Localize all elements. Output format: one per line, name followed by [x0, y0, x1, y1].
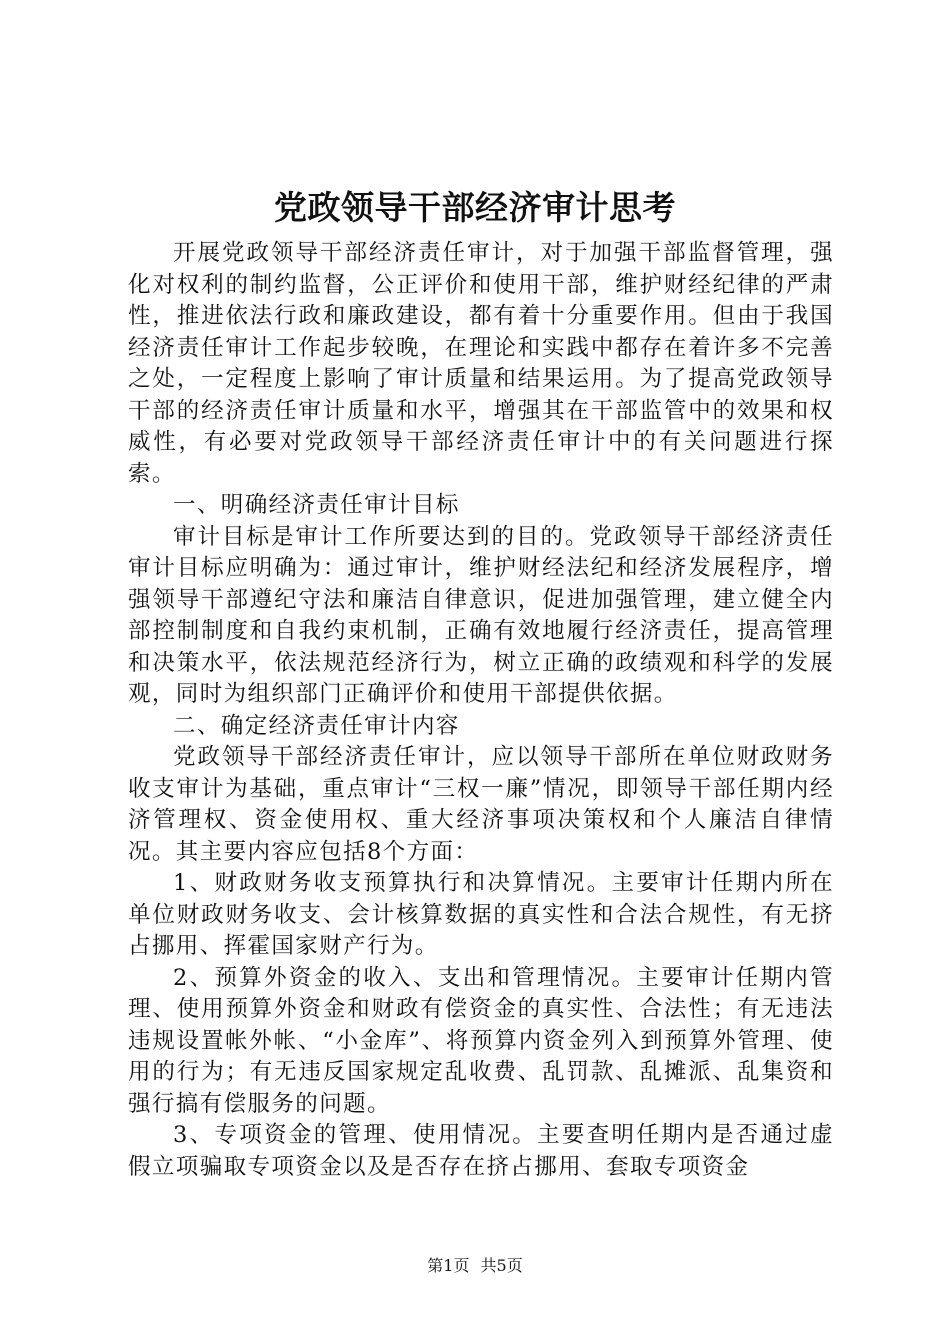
page-total: 共5页	[480, 1256, 523, 1275]
list-item-1: 1、财政财务收支预算执行和决算情况。主要审计任期内所在单位财政财务收支、会计核算数据的真实性和合法合规性，有无挤占挪用、挥霍国家财产行为。	[128, 870, 834, 959]
paragraph-audit-goal: 审计目标是审计工作所要达到的目的。党政领导干部经济责任审计目标应明确为：通过审计，维护财经法纪和经济发展程序，增强领导干部遵纪守法和廉洁自律意识，促进加强管理，建立健全内部控制制度和自我约束机制，正确有效地履行经济责任，提高管理和决策水平，依法规范经济行为，树立正确的政绩观和科学的发展观，同时为组织部门正确评价和使用干部提供依据。	[128, 523, 834, 707]
list-item-3: 3、专项资金的管理、使用情况。主要查明任期内是否通过虚假立项骗取专项资金以及是否存在挤占挪用、套取专项资金	[128, 1122, 834, 1180]
document-title: 党政领导干部经济审计思考	[274, 188, 676, 227]
section-heading-2: 二、确定经济责任审计内容	[173, 712, 460, 739]
page-number: 第1页	[427, 1256, 470, 1275]
list-item-2: 2、预算外资金的收入、支出和管理情况。主要审计任期内管理、使用预算外资金和财政有偿资金的真实性、合法性；有无违法违规设置帐外帐、“小金库”、将预算内资金列入到预算外管理、使用的行为；有无违反国家规定乱收费、乱罚款、乱摊派、乱集资和强行搞有偿服务的问题。	[128, 964, 834, 1117]
paragraph-intro: 开展党政领导干部经济责任审计，对于加强干部监督管理，强化对权利的制约监督，公正评价和使用干部，维护财经纪律的严肃性，推进依法行政和廉政建设，都有着十分重要作用。但由于我国经济责任审计工作起步较晚，在理论和实践中都存在着许多不完善之处，一定程度上影响了审计质量和结果运用。为了提高党政领导干部的经济责任审计质量和水平，增强其在干部监管中的效果和权威性，有必要对党政领导干部经济责任审计中的有关问题进行探索。	[128, 240, 834, 487]
document-body	[128, 238, 834, 1183]
page-footer	[0, 1255, 950, 1277]
paragraph-audit-content: 党政领导干部经济责任审计，应以领导干部所在单位财政财务收支审计为基础，重点审计“三权一廉”情况，即领导干部任期内经济管理权、资金使用权、重大经济事项决策权和个人廉洁自律情况。其主要内容应包括8个方面：	[128, 744, 834, 865]
section-heading-1: 一、明确经济责任审计目标	[173, 492, 460, 518]
